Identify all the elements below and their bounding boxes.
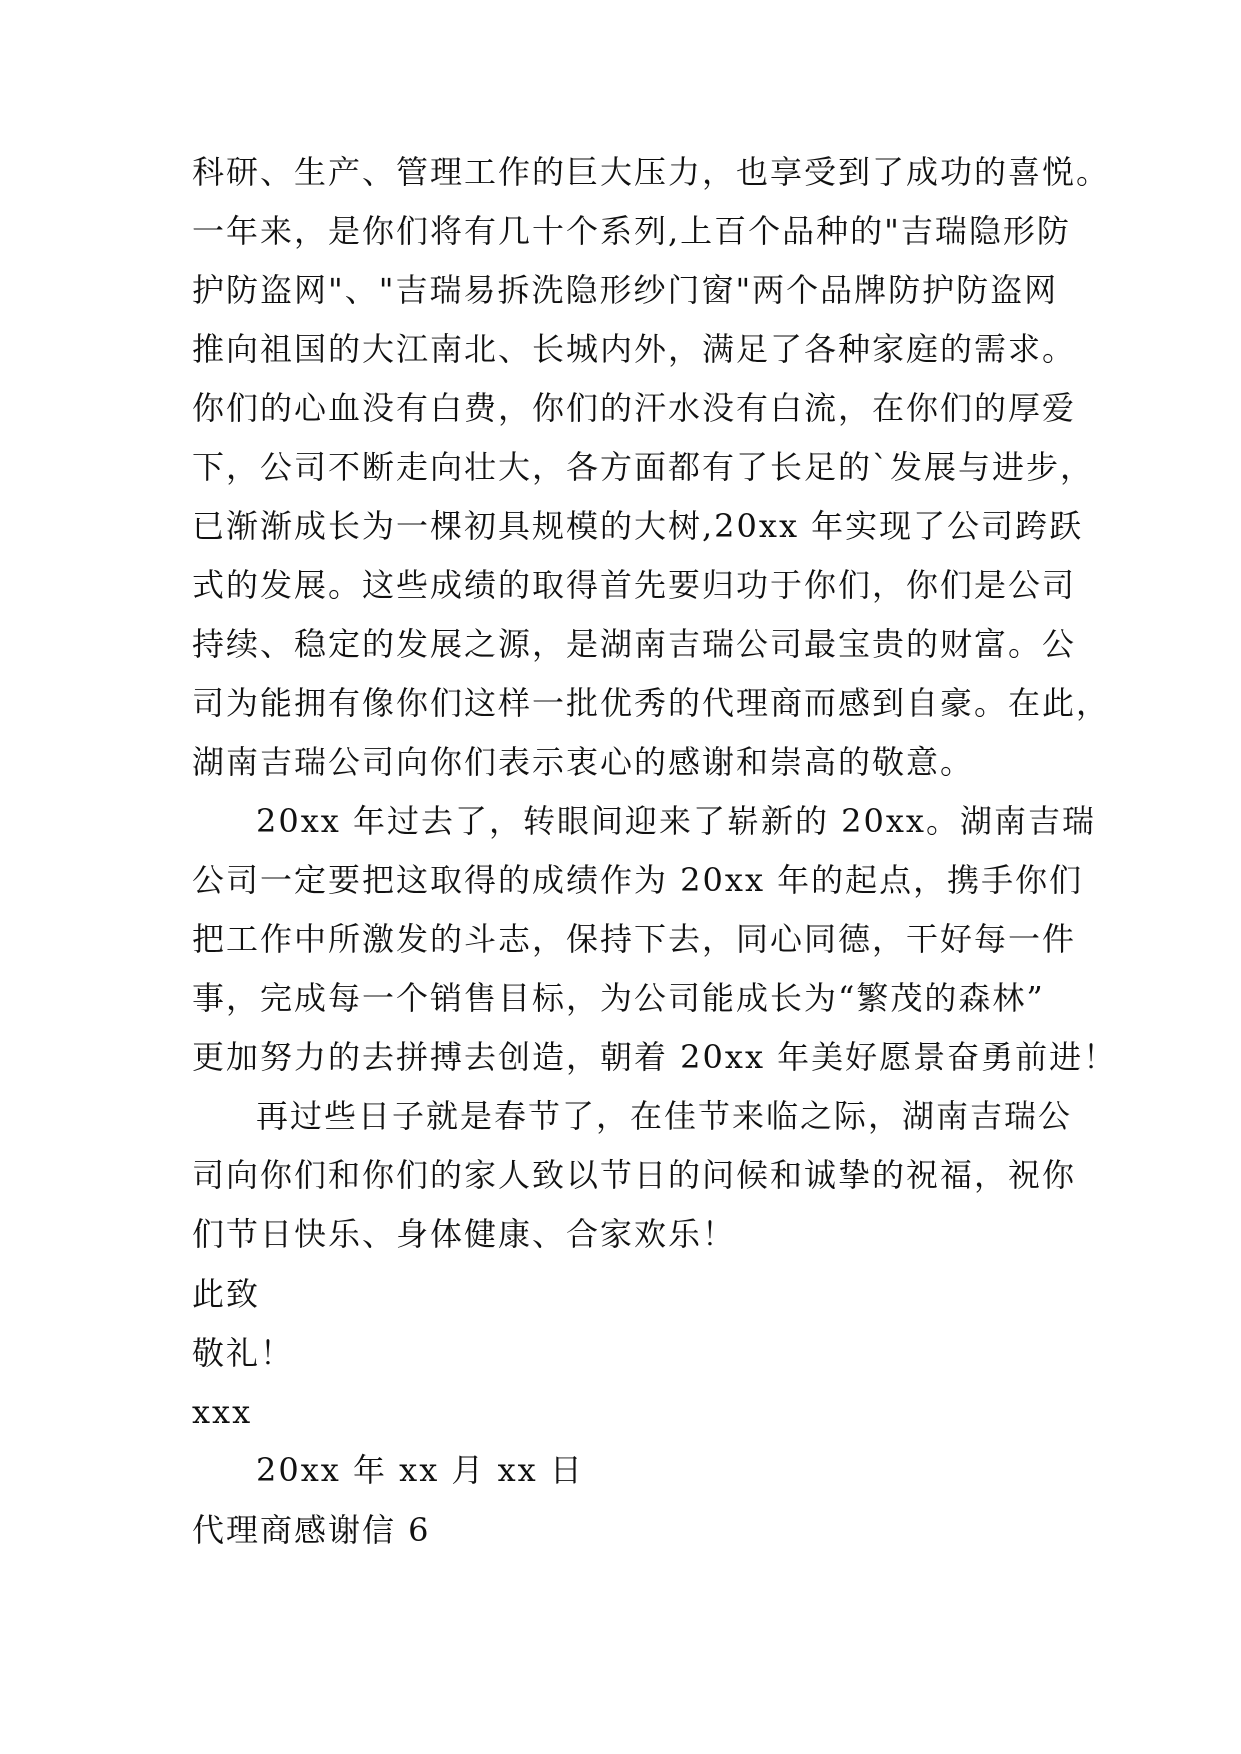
body-line: 司向你们和你们的家人致以节日的问候和诚挚的祝福，祝你 xyxy=(192,1156,1077,1194)
body-line: 事，完成每一个销售目标，为公司能成长为“繁茂的森林” xyxy=(192,979,1045,1017)
body-line: 公司一定要把这取得的成绩作为 20xx 年的起点，携手你们 xyxy=(192,861,1084,899)
body-line: 司为能拥有像你们这样一批优秀的代理商而感到自豪。在此， xyxy=(192,684,1111,722)
paragraph-start-line: 20xx 年过去了，转眼间迎来了崭新的 20xx。湖南吉瑞 xyxy=(256,802,1096,840)
body-line: 一年来，是你们将有几十个系列,上百个品种的"吉瑞隐形防 xyxy=(192,212,1071,250)
closing-salutation: 此致 xyxy=(192,1275,261,1313)
body-line: 更加努力的去拼搏去创造，朝着 20xx 年美好愿景奋勇前进！ xyxy=(192,1038,1118,1076)
body-line: 护防盗网"、"吉瑞易拆洗隐形纱门窗"两个品牌防护防盗网 xyxy=(192,271,1059,309)
body-line: 持续、稳定的发展之源，是湖南吉瑞公司最宝贵的财富。公 xyxy=(192,625,1077,663)
body-line: 式的发展。这些成绩的取得首先要归功于你们，你们是公司 xyxy=(192,566,1077,604)
body-line: 们节日快乐、身体健康、合家欢乐！ xyxy=(192,1215,737,1253)
body-line: 科研、生产、管理工作的巨大压力，也享受到了成功的喜悦。 xyxy=(192,153,1111,191)
next-letter-title: 代理商感谢信 6 xyxy=(192,1511,431,1549)
body-line: 你们的心血没有白费，你们的汗水没有白流，在你们的厚爱 xyxy=(192,389,1077,427)
body-line: 把工作中所激发的斗志，保持下去，同心同德，干好每一件 xyxy=(192,920,1077,958)
body-line: 下，公司不断走向壮大，各方面都有了长足的`发展与进步， xyxy=(192,448,1095,486)
letter-date: 20xx 年 xx 月 xx 日 xyxy=(256,1451,584,1489)
body-line: 推向祖国的大江南北、长城内外，满足了各种家庭的需求。 xyxy=(192,330,1077,368)
signature: xxx xyxy=(192,1393,253,1431)
closing-regards: 敬礼！ xyxy=(192,1334,295,1372)
body-line: 湖南吉瑞公司向你们表示衷心的感谢和崇高的敬意。 xyxy=(192,743,975,781)
paragraph-start-line: 再过些日子就是春节了，在佳节来临之际，湖南吉瑞公 xyxy=(256,1097,1073,1135)
body-line: 已渐渐成长为一棵初具规模的大树,20xx 年实现了公司跨跃 xyxy=(192,507,1084,545)
